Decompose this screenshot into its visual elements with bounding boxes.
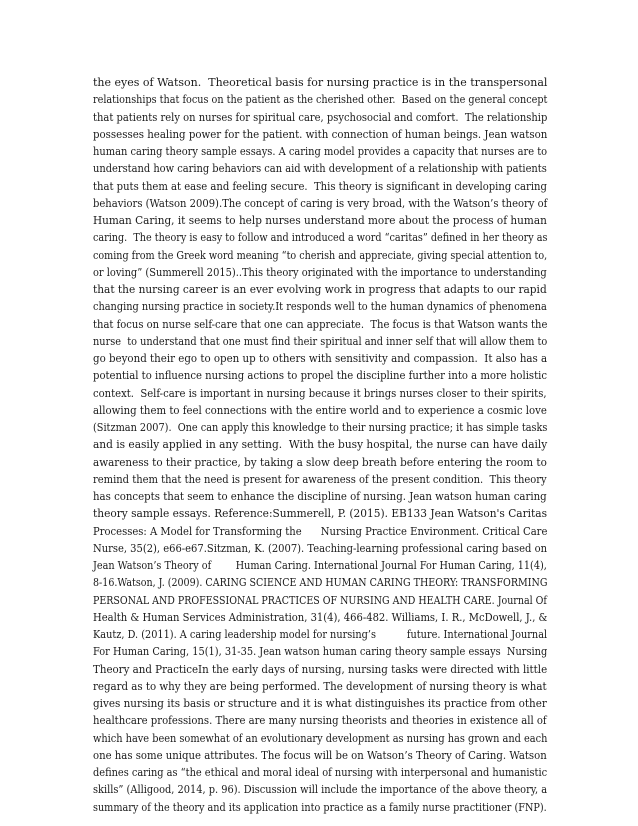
text-line: healthcare professions. There are many nursing theorists and theories in existence all of <box>93 714 547 728</box>
text-line: that the nursing career is an ever evolving work in progress that adapts to our rapid <box>93 283 547 296</box>
text-line: (Sitzman 2007). One can apply this knowledge to their nursing practice; it has simple tasks <box>93 421 548 434</box>
text-line: 8-16.Watson, J. (2009). CARING SCIENCE AND HUMAN CARING THEORY: TRANSFORMING <box>93 576 548 590</box>
text-line: and is easily applied in any setting. With the busy hospital, the nurse can have daily <box>93 438 548 452</box>
text-line: one has some unique attributes. The focus will be on Watson’s Theory of Caring. Watson <box>93 748 547 762</box>
text-line: theory sample essays. Reference:Summerell, P. (2015). EB133 Jean Watson's Caritas <box>93 507 548 521</box>
text-line: that focus on nurse self-care that one can appreciate. The focus is that Watson wants the <box>93 317 548 331</box>
text-line: allowing them to feel connections with the entire world and to experience a cosmic love <box>93 403 547 417</box>
body-text <box>93 74 547 816</box>
text-line: relationships that focus on the patient as the cherished other. Based on the general concept <box>93 93 548 107</box>
text-line: regard as to why they are being performed. The development of nursing theory is what <box>93 679 547 693</box>
text-line: skills” (Alligood, 2014, p. 96). Discussion will include the importance of the above theory, a <box>93 783 548 797</box>
text-line: coming from the Greek word meaning “to cherish and appreciate, giving special attention to, <box>93 248 548 262</box>
text-line: gives nursing its basis or structure and it is what distinguishes its practice from other <box>93 697 547 710</box>
text-line: changing nursing practice in society.It responds well to the human dynamics of phenomena <box>93 300 547 314</box>
text-line: human caring theory sample essays. A caring model provides a capacity that nurses are to <box>93 145 548 158</box>
text-line: Theory and PracticeIn the early days of nursing, nursing tasks were directed with little <box>93 662 548 676</box>
text-line: PERSONAL AND PROFESSIONAL PRACTICES OF NURSING AND HEALTH CARE. Journal Of <box>93 593 547 607</box>
text-line: the eyes of Watson. Theoretical basis for nursing practice is in the transpersonal <box>93 76 548 89</box>
text-line: Processes: A Model for Transforming the Nursing Practice Environment. Critical Care <box>93 524 548 538</box>
text-line: Jean Watson’s Theory of Human Caring. International Journal For Human Caring, 11(4), <box>93 559 547 572</box>
text-line: that puts them at ease and feeling secure. This theory is significant in developing caring <box>93 179 547 193</box>
text-line: Nurse, 35(2), e66-e67.Sitzman, K. (2007). Teaching-learning professional caring based on <box>93 541 547 555</box>
text-line: possesses healing power for the patient. with connection of human beings. Jean watson <box>93 127 548 141</box>
text-line: which have been somewhat of an evolutionary development as nursing has grown and each <box>93 731 548 745</box>
text-line: go beyond their ego to open up to others with sensitivity and compassion. It also has a <box>93 352 548 365</box>
text-line: Human Caring, it seems to help nurses understand more about the process of human <box>93 214 547 227</box>
text-line: caring. The theory is easy to follow and introduced a word “caritas” defined in her theory as <box>93 231 548 245</box>
text-line: awareness to their practice, by taking a slow deep breath before entering the room to <box>93 455 547 469</box>
text-line: that patients rely on nurses for spiritual care, psychosocial and comfort. The relationship <box>93 110 548 124</box>
text-line: potential to influence nursing actions to propel the discipline further into a more holistic <box>93 369 548 383</box>
text-line: For Human Caring, 15(1), 31-35. Jean watson human caring theory sample essays Nursing <box>93 645 548 659</box>
text-line: nurse to understand that one must find their spiritual and inner self that will allow them to <box>93 334 548 348</box>
text-line: context. Self-care is important in nursing because it brings nurses closer to their spirits, <box>93 386 547 400</box>
text-line: has concepts that seem to enhance the discipline of nursing. Jean watson human caring <box>93 490 547 503</box>
text-line: Health & Human Services Administration, 31(4), 466-482. Williams, I. R., McDowell, J., & <box>93 610 548 624</box>
text-line: Kautz, D. (2011). A caring leadership model for nursing’s future. International Journal <box>93 628 548 641</box>
text-line: behaviors (Watson 2009).The concept of caring is very broad, with the Watson’s theory of <box>93 196 548 210</box>
text-line: summary of the theory and its application into practice as a family nurse practitioner (FNP). <box>93 800 547 814</box>
text-line: remind them that the need is present for awareness of the present condition. This theory <box>93 472 547 486</box>
text-line: understand how caring behaviors can aid with development of a relationship with patients <box>93 162 547 176</box>
text-line: defines caring as “the ethical and moral ideal of nursing with interpersonal and humanistic <box>93 766 548 779</box>
text-line: or loving” (Summerell 2015)..This theory originated with the importance to understanding <box>93 265 547 279</box>
